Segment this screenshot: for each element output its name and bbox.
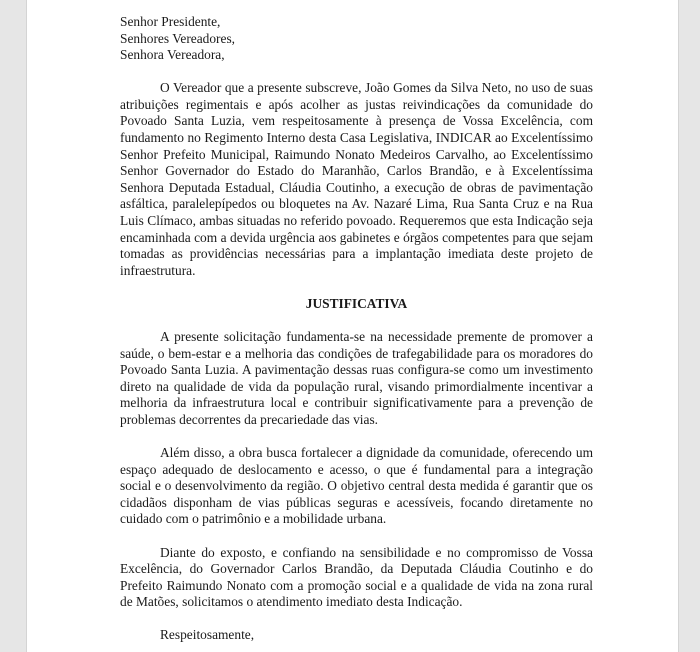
salutation-line: Senhores Vereadores, xyxy=(120,30,236,46)
salutation-block xyxy=(120,14,593,64)
justification-paragraph: A presente solicitação fundamenta-se na necessidade premente de promover a saúde, o bem-estar e a melhoria das condições de trafegabilidade para os moradores do Povoado Santa Luzia. A pavimentação dessas ruas configura-se como um investimento direto na qualidade de vida da população rural, visando primordialmente incentivar a melhoria da infraestrutura local e contribuir significativamente para a prevenção de problemas decorrentes da precariedade das vias. xyxy=(120,329,593,427)
spacer xyxy=(120,429,593,446)
spacer xyxy=(120,313,593,330)
justification-heading: JUSTIFICATIVA xyxy=(305,295,408,311)
intro-paragraph: O Vereador que a presente subscreve, João Gomes da Silva Neto, no uso de suas atribuições regimentais e após acolher as justas reivindicações da comunidade do Povoado Santa Luzia, vem respeitosamente à presença de Vossa Excelência, com fundamento no Regimento Interno desta Casa Legislativa, INDICAR ao Excelentíssimo Senhor Prefeito Municipal, Raimundo Nonato Medeiros Carvalho, ao Excelentíssimo Senhor Governador do Estado do Maranhão, Carlos Brandão, e à Excelentíssima Senhora Deputada Estadual, Cláudia Coutinho, a execução de obras de pavimentação asfáltica, paralelepípedos ou bloquetes na Av. Nazaré Lima, Rua Santa Cruz e na Rua Luis Clímaco, ambas situadas no referido povoado. Requeremos que esta Indicação seja encaminhada com a devida urgência aos gabinetes e órgãos competentes para que sejam tomadas as providências necessárias para a implantação imediata deste projeto de infraestrutura. xyxy=(120,80,593,278)
spacer xyxy=(120,279,593,296)
closing-line: Respeitosamente, xyxy=(160,627,255,643)
salutation-line: Senhora Vereadora, xyxy=(120,47,225,63)
spacer xyxy=(120,64,593,81)
document-page[interactable] xyxy=(26,0,679,652)
document-body xyxy=(120,14,593,644)
spacer xyxy=(120,528,593,545)
salutation-line: Senhor Presidente, xyxy=(120,14,221,29)
spacer xyxy=(120,611,593,628)
justification-paragraph: Diante do exposto, e confiando na sensibilidade e no compromisso de Vossa Excelência, do Governador Carlos Brandão, da Deputada Cláudia Coutinho e do Prefeito Raimundo Nonato com a promoção social e a qualidade de vida na zona rural de Matões, solicitamos o atendimento imediato desta Indicação. xyxy=(120,544,593,610)
justification-paragraph: Além disso, a obra busca fortalecer a dignidade da comunidade, oferecendo um espaço adequado de deslocamento e acesso, o que é fundamental para a integração social e o desenvolvimento da região. O objetivo central desta medida é garantir que os cidadãos disponham de vias públicas seguras e acessíveis, focando diretamente no cuidado com o patrimônio e a mobilidade urbana. xyxy=(120,445,593,527)
